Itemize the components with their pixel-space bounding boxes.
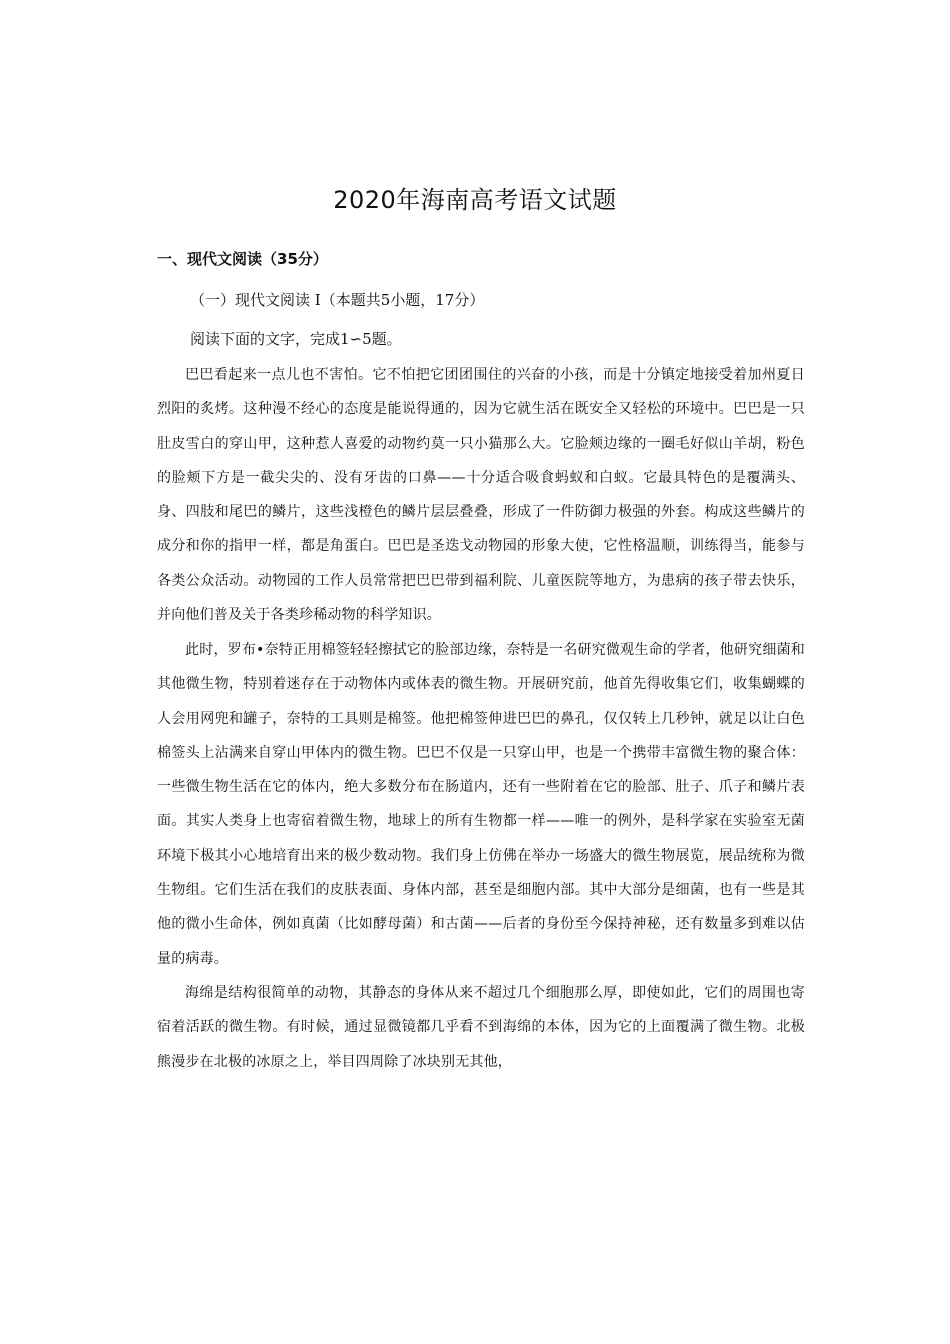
passage-paragraph: 巴巴看起来一点儿也不害怕。它不怕把它团团围住的兴奋的小孩，而是十分镇定地接受着加州夏日烈阳的炙烤。这种漫不经心的态度是能说得通的，因为它就生活在既安全又轻松的环境中。巴巴是一只肚皮雪白的穿山甲，这种惹人喜爱的动物约莫一只小猫那么大。它脸颊边缘的一圈毛好似山羊胡，粉色的脸颊下方是一截尖尖的、没有牙齿的口鼻——十分适合吸食蚂蚁和白蚁。它最具特色的是覆满头、身、四肢和尾巴的鳞片，这些浅橙色的鳞片层层叠叠，形成了一件防御力极强的外套。构成这些鳞片的成分和你的指甲一样，都是角蛋白。巴巴是圣迭戈动物园的形象大使，它性格温顺，训练得当，能参与各类公众活动。动物园的工作人员常常把巴巴带到福利院、儿童医院等地方，为患病的孩子带去快乐，并向他们普及关于各类珍稀动物的科学知识。 (157, 367, 805, 624)
passage-paragraph: 海绵是结构很简单的动物，其静态的身体从来不超过几个细胞那么厚，即使如此，它们的周围也寄宿着活跃的微生物。有时候，通过显微镜都几乎看不到海绵的本体，因为它的上面覆满了微生物。北极熊漫步在北极的冰原之上，举目四周除了冰块别无其他， (157, 985, 805, 1070)
section-heading: 一、现代文阅读（35分） (157, 250, 328, 268)
reading-instruction: 阅读下面的文字，完成1∽5题。 (190, 330, 402, 348)
passage-paragraph: 此时，罗布•奈特正用棉签轻轻擦拭它的脸部边缘，奈特是一名研究微观生命的学者，他研究细菌和其他微生物，特别着迷存在于动物体内或体表的微生物。开展研究前，他首先得收集它们，收集蝴蝶的人会用网兜和罐子，奈特的工具则是棉签。他把棉签伸进巴巴的鼻孔，仅仅转上几秒钟，就足以让白色棉签头上沾满来自穿山甲体内的微生物。巴巴不仅是一只穿山甲，也是一个携带丰富微生物的聚合体：一些微生物生活在它的体内，绝大多数分布在肠道内，还有一些附着在它的脸部、肚子、爪子和鳞片表面。其实人类身上也寄宿着微生物，地球上的所有生物都一样——唯一的例外，是科学家在实验室无菌环境下极其小心地培育出来的极少数动物。我们身上仿佛在举办一场盛大的微生物展览，展品统称为微生物组。它们生活在我们的皮肤表面、身体内部，甚至是细胞内部。其中大部分是细菌，也有一些是其他的微小生命体，例如真菌（比如酵母菌）和古菌——后者的身份至今保持神秘，还有数量多到难以估量的病毒。 (157, 642, 805, 967)
page-title: 2020年海南高考语文试题 (333, 186, 617, 214)
sub-section-heading: （一）现代文阅读 I（本题共5小题，17分） (190, 291, 485, 309)
